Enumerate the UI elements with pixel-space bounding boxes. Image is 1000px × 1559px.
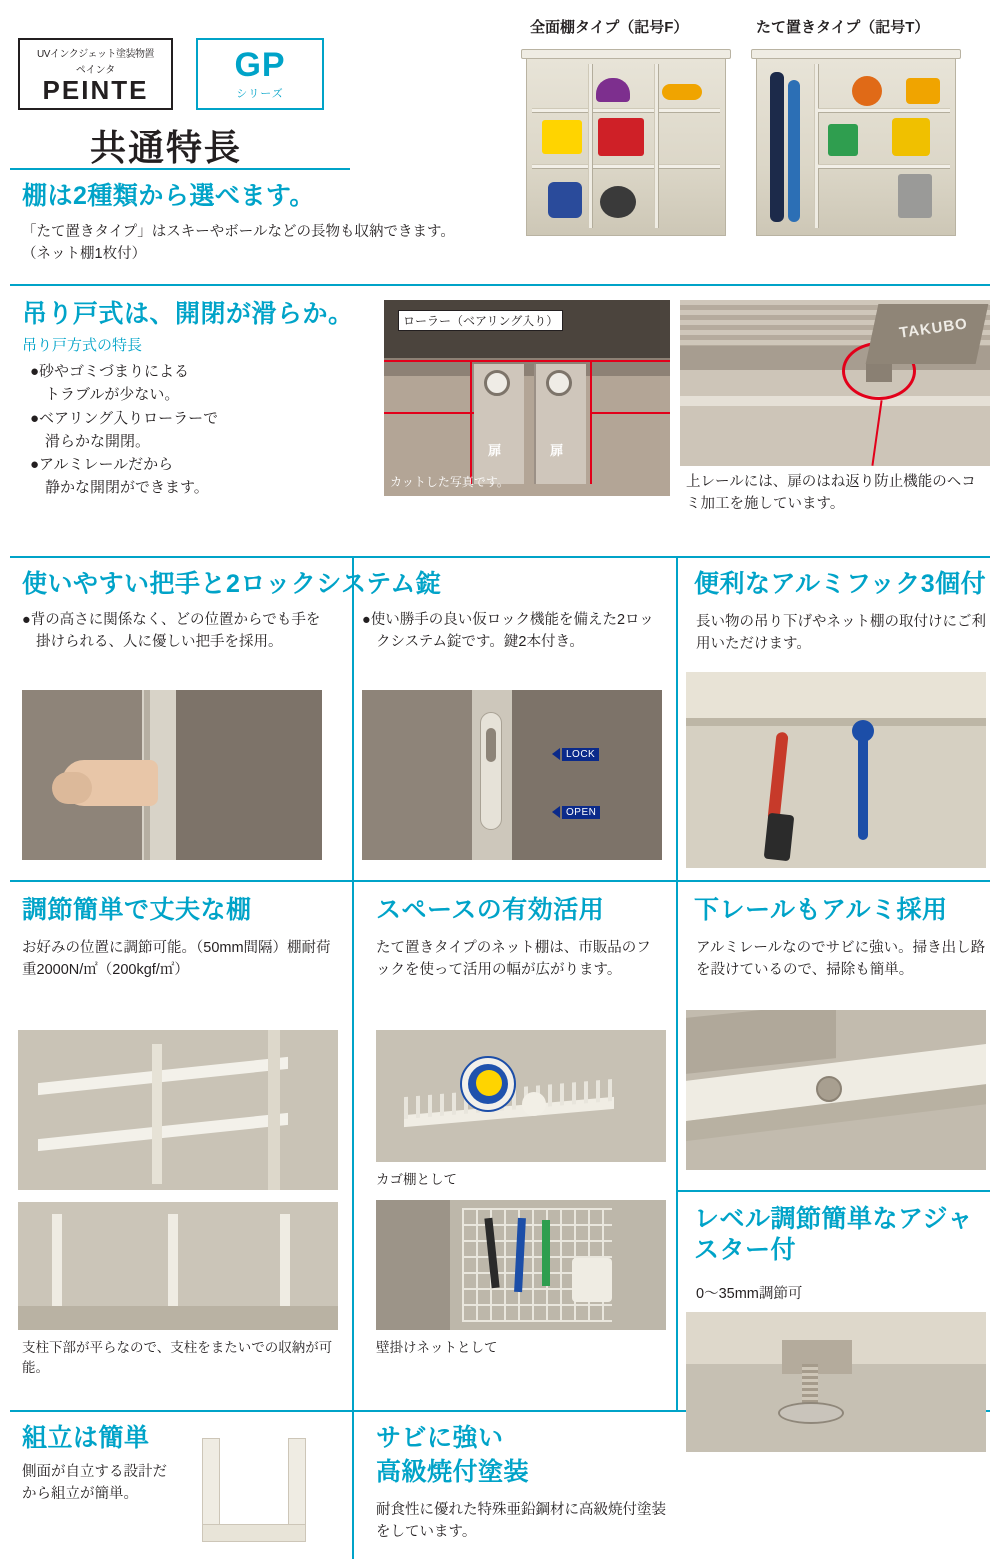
shelf-choice-title: 棚は2種類から選べます。 <box>22 182 315 210</box>
bullet: トラブルが少ない。 <box>30 386 180 404</box>
photo-shelf-adjust-lower <box>18 1202 338 1330</box>
shelf-choice-body: 「たて置きタイプ」はスキーやボールなどの長物も収納できます。（ネット棚1枚付） <box>22 224 455 262</box>
bullet: ●砂やゴミづまりによる <box>30 363 190 380</box>
assembly-title: 組立は簡単 <box>22 1424 150 1452</box>
assembly-body: 側面が自立する設計だから組立が簡単。 <box>22 1464 167 1502</box>
bullet: 静かな開閉ができます。 <box>30 479 209 497</box>
hooks-body: 長い物の吊り下げやネット棚の取付けにご利用いただけます。 <box>696 614 986 652</box>
lock-bullet: ●使い勝手の良い仮ロック機能を備えた2ロックシステム錠です。鍵2本付き。 <box>362 612 654 650</box>
divider <box>10 168 350 170</box>
hanging-door-subtitle: 吊り戸方式の特長 <box>22 337 143 354</box>
open-label: OPEN <box>562 806 600 819</box>
brand-logo-line1: UVインクジェット塗装物置 <box>37 49 154 60</box>
photo-assembly-panel <box>180 1424 340 1552</box>
space-use-caption-2: 壁掛けネットとして <box>376 1340 498 1355</box>
divider <box>352 1410 354 1559</box>
divider <box>676 1190 990 1192</box>
photo-shelf-adjust-upper <box>18 1030 338 1190</box>
series-badge <box>196 38 324 110</box>
hanging-door-title: 吊り戸式は、開閉が滑らか。 <box>22 300 354 328</box>
bullet: ●ベアリング入りローラーで <box>30 409 219 427</box>
coating-body: 耐食性に優れた特殊亜鉛鋼材に高級焼付塗装をしています。 <box>376 1502 666 1540</box>
lower-rail-title: 下レールもアルミ採用 <box>694 896 948 924</box>
photo-vertical-cabinet <box>740 40 972 255</box>
series-sub: シリーズ <box>236 87 284 100</box>
divider <box>352 880 354 1410</box>
space-use-title: スペースの有効活用 <box>376 896 605 924</box>
space-use-caption-1: カゴ棚として <box>376 1172 457 1187</box>
photo-full-shelf-cabinet <box>512 40 740 255</box>
shelf-adjust-title: 調節簡単で丈夫な棚 <box>22 896 252 924</box>
photo-basket-shelf <box>376 1030 666 1162</box>
bullet: 滑らかな開閉。 <box>30 432 151 450</box>
photo-roller-cross-section <box>384 300 670 496</box>
divider <box>10 556 990 558</box>
divider <box>676 556 678 1410</box>
divider <box>10 880 990 882</box>
label-roller: ローラー（ベアリング入り） <box>398 310 563 331</box>
page-title: 共通特長 <box>90 127 243 168</box>
caption-full-shelf: 全面棚タイプ（記号F） <box>530 19 689 36</box>
coating-title-line1: サビに強い <box>376 1424 504 1452</box>
divider <box>352 556 354 880</box>
photo-wall-net <box>376 1200 666 1330</box>
brand-logo-line2: ペインタ <box>75 65 116 76</box>
coating-title-line2: 高級焼付塗装 <box>376 1458 530 1486</box>
shelf-adjust-body: お好みの位置に調節可能。（50mm間隔）棚耐荷重2000N/㎡（200kgf/㎡） <box>22 940 331 978</box>
adjuster-title: レベル調節簡単なアジャスター付 <box>694 1205 974 1265</box>
hanging-door-bullets <box>30 360 350 500</box>
upper-rail-note: 上レールには、扉のはね返り防止機能のヘコミ加工を施しています。 <box>686 474 976 512</box>
photo-adjuster <box>686 1312 986 1452</box>
brand-mark-takubo: TAKUBO <box>898 315 969 342</box>
bullet: ●アルミレールだから <box>30 456 174 473</box>
adjuster-body: 0〜35mm調節可 <box>696 1286 803 1302</box>
handle-lock-title: 使いやすい把手と2ロックシステム錠 <box>22 570 442 598</box>
lower-rail-body: アルミレールなのでサビに強い。掃き出し路を設けているので、掃除も簡単。 <box>696 940 986 978</box>
hooks-title: 便利なアルミフック3個付 <box>694 570 987 598</box>
divider <box>10 284 990 286</box>
lock-label: LOCK <box>562 748 599 761</box>
series-name: GP <box>234 45 286 84</box>
photo-lower-rail <box>686 1010 986 1170</box>
photo-note: カットした写真です。 <box>390 475 509 489</box>
photo-aluminum-hooks <box>686 672 986 868</box>
caption-vertical-shelf: たて置きタイプ（記号T） <box>756 19 930 36</box>
brand-logo-line3: PEINTE <box>42 75 149 105</box>
label-door-left: 扉 <box>488 443 502 458</box>
shelf-adjust-caption: 支柱下部が平らなので、支柱をまたいでの収納が可能。 <box>22 1340 333 1376</box>
photo-lock <box>362 690 662 860</box>
photo-upper-rail <box>680 300 990 466</box>
photo-handle <box>22 690 322 860</box>
label-door-right: 扉 <box>550 443 564 458</box>
brand-logo <box>18 38 173 110</box>
handle-bullet: ●背の高さに関係なく、どの位置からでも手を掛けられる、人に優しい把手を採用。 <box>22 612 321 650</box>
space-use-body: たて置きタイプのネット棚は、市販品のフックを使って活用の幅が広がります。 <box>376 940 651 978</box>
